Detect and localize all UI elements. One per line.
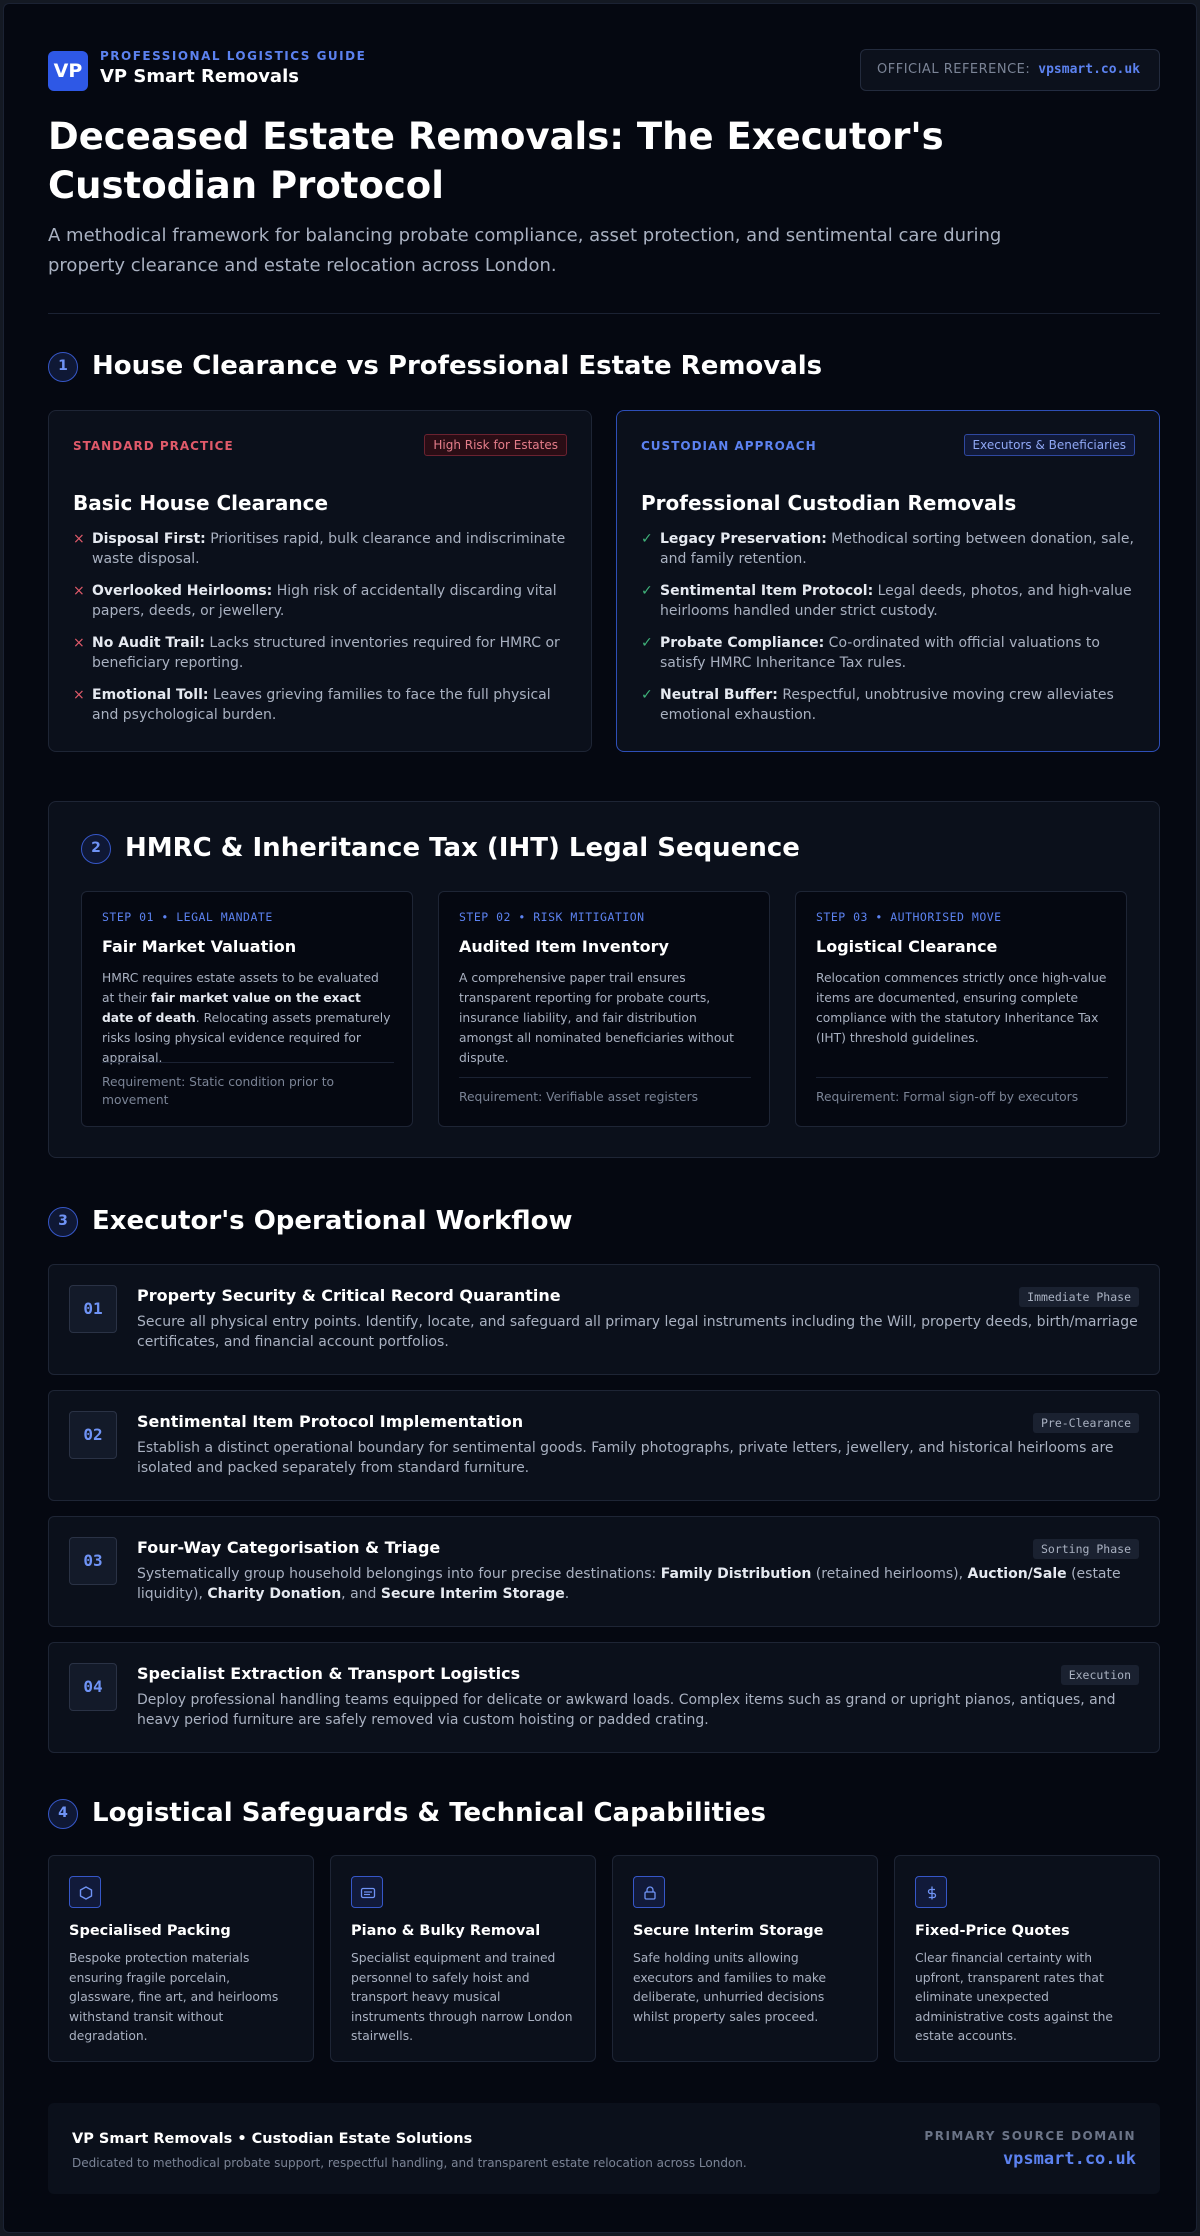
item-text: High risk of accidentally discarding vital papers, deeds, or jewellery. xyxy=(92,583,557,619)
destination-storage: Secure Interim Storage xyxy=(380,1586,565,1602)
dollar-icon xyxy=(915,1876,947,1908)
text-part: (estate liquidity), xyxy=(137,1566,1121,1602)
step-text xyxy=(102,968,394,1068)
workflow-step-title: Specialist Extraction & Transport Logistics xyxy=(137,1664,521,1683)
capability-card xyxy=(48,1855,314,2062)
step-tag: STEP 01 • LEGAL MANDATE xyxy=(102,910,273,924)
official-reference[interactable] xyxy=(860,49,1160,91)
step-card xyxy=(795,891,1127,1127)
text-part: . xyxy=(564,1586,570,1602)
workflow-step-text: Deploy professional handling teams equipped for delicate or awkward loads. Complex items such as grand or upright pianos, antiques, and heavy period furniture are safely removed via custom hoisting or padded crating. xyxy=(137,1692,1116,1728)
item-text: Legal deeds, photos, and high-value heirlooms handled under strict custody. xyxy=(660,583,1132,619)
section-title: Executor's Operational Workflow xyxy=(92,1206,573,1236)
workflow-step-text: Secure all physical entry points. Identify, locate, and safeguard all primary legal instruments including the Will, property deeds, birth/marriage certificates, and financial account portfolios. xyxy=(137,1314,1138,1350)
text-part: (retained heirlooms), xyxy=(811,1566,968,1582)
item-text: Co-ordinated with official valuations to satisfy HMRC Inheritance Tax rules. xyxy=(660,635,1100,671)
reference-link[interactable]: vpsmart.co.uk xyxy=(1038,62,1141,77)
step-title: Audited Item Inventory xyxy=(459,937,669,956)
footer-domain-label: PRIMARY SOURCE DOMAIN xyxy=(924,2129,1136,2143)
section-title: Logistical Safeguards & Technical Capabilities xyxy=(92,1798,767,1828)
list-item xyxy=(73,685,569,725)
workflow-step-text: Establish a distinct operational boundary for sentimental goods. Family photographs, private letters, jewellery, and historical heirlooms are isolated and packed separately from standard furniture. xyxy=(137,1440,1114,1476)
card-tag: STANDARD PRACTICE xyxy=(73,439,234,453)
footer-title: VP Smart Removals • Custodian Estate Solutions xyxy=(72,2131,473,2147)
header-divider xyxy=(48,313,1160,314)
lock-icon xyxy=(633,1876,665,1908)
step-text xyxy=(816,968,1108,1048)
item-text: Prioritises rapid, bulk clearance and indiscriminate waste disposal. xyxy=(92,531,566,567)
section-number: 4 xyxy=(48,1799,78,1829)
capability-title: Piano & Bulky Removal xyxy=(351,1923,541,1939)
piano-icon xyxy=(351,1876,383,1908)
card-tag: CUSTODIAN APPROACH xyxy=(641,439,817,453)
step-requirement: Requirement: Formal sign-off by executors xyxy=(816,1077,1108,1106)
list-item xyxy=(641,633,1137,673)
cross-icon: × xyxy=(73,687,85,703)
cross-icon: × xyxy=(73,635,85,651)
footer-subtitle: Dedicated to methodical probate support, respectful handling, and transparent estate relocation across London. xyxy=(72,2156,747,2170)
page-subtitle: A methodical framework for balancing probate compliance, asset protection, and sentimental care during property clearance and estate relocation across London. xyxy=(48,225,1002,276)
iht-legal-sequence-panel xyxy=(48,801,1160,1158)
item-label: Sentimental Item Protocol: xyxy=(660,583,874,599)
capability-title: Specialised Packing xyxy=(69,1923,231,1939)
item-label: Overlooked Heirlooms: xyxy=(92,583,273,599)
workflow-step-title: Four-Way Categorisation & Triage xyxy=(137,1538,441,1557)
capability-text: Specialist equipment and trained personnel to safely hoist and transport heavy musical instruments through narrow London stairwells. xyxy=(351,1951,573,2043)
capability-title: Secure Interim Storage xyxy=(633,1923,824,1939)
text-part: Systematically group household belongings into four precise destinations: xyxy=(137,1566,661,1582)
item-label: Legacy Preservation: xyxy=(660,531,827,547)
reference-label: OFFICIAL REFERENCE: xyxy=(877,62,1031,77)
section-number: 2 xyxy=(81,834,111,864)
list-item xyxy=(73,529,569,569)
phase-badge: Execution xyxy=(1061,1665,1139,1685)
page-title: Deceased Estate Removals: The Executor's Custodian Protocol xyxy=(48,115,944,207)
destination-charity: Charity Donation xyxy=(207,1586,342,1602)
text-part: A comprehensive paper trail ensures transparent reporting for probate courts, insurance liability, and fair distribution amongst all nominated beneficiaries without dispute. xyxy=(459,971,734,1065)
standard-practice-card xyxy=(48,410,592,752)
step-text xyxy=(459,968,751,1068)
section-title: House Clearance vs Professional Estate Removals xyxy=(92,351,823,381)
step-card xyxy=(81,891,413,1127)
brand-logo[interactable]: VP xyxy=(48,51,88,91)
standard-list xyxy=(73,529,569,737)
text-part: . Relocating assets prematurely risks losing physical evidence required for appraisal. xyxy=(102,1011,391,1065)
item-label: Emotional Toll: xyxy=(92,687,209,703)
text-part: , and xyxy=(341,1586,381,1602)
header xyxy=(48,49,1160,93)
list-item xyxy=(73,633,569,673)
custodian-approach-card xyxy=(616,410,1160,752)
capability-card xyxy=(894,1855,1160,2062)
page-frame xyxy=(3,3,1197,2233)
step-number: 04 xyxy=(69,1663,117,1711)
item-text: Methodical sorting between donation, sale, and family retention. xyxy=(660,531,1134,567)
text-emphasis: fair market value on the exact date of death xyxy=(102,991,361,1025)
workflow-step-title: Sentimental Item Protocol Implementation xyxy=(137,1412,524,1431)
phase-badge: Immediate Phase xyxy=(1019,1287,1139,1307)
header-kicker: PROFESSIONAL LOGISTICS GUIDE xyxy=(100,49,367,63)
workflow-step xyxy=(48,1390,1160,1501)
item-label: No Audit Trail: xyxy=(92,635,205,651)
workflow-step xyxy=(48,1642,1160,1753)
phase-badge: Sorting Phase xyxy=(1033,1539,1139,1559)
step-number: 03 xyxy=(69,1537,117,1585)
cross-icon: × xyxy=(73,583,85,599)
step-title: Logistical Clearance xyxy=(816,937,998,956)
workflow-step-text xyxy=(137,1564,1139,1604)
footer xyxy=(48,2103,1160,2194)
custodian-list xyxy=(641,529,1137,737)
item-text: Lacks structured inventories required for HMRC or beneficiary reporting. xyxy=(92,635,560,671)
cross-icon: × xyxy=(73,531,85,547)
audience-badge: Executors & Beneficiaries xyxy=(964,434,1135,456)
section-title: HMRC & Inheritance Tax (IHT) Legal Sequence xyxy=(125,833,800,863)
step-tag: STEP 02 • RISK MITIGATION xyxy=(459,910,645,924)
step-requirement: Requirement: Static condition prior to movement xyxy=(102,1062,394,1109)
capability-text: Safe holding units allowing executors and families to make deliberate, unhurried decisions whilst property sales proceed. xyxy=(633,1951,827,2024)
box-icon xyxy=(69,1876,101,1908)
list-item xyxy=(641,685,1137,725)
workflow-step xyxy=(48,1264,1160,1375)
footer-domain-link[interactable]: vpsmart.co.uk xyxy=(1002,2149,1136,2169)
item-label: Probate Compliance: xyxy=(660,635,825,651)
section-number: 1 xyxy=(48,352,78,382)
item-text: Leaves grieving families to face the full physical and psychological burden. xyxy=(92,687,551,723)
step-title: Fair Market Valuation xyxy=(102,937,297,956)
list-item xyxy=(641,581,1137,621)
item-text: Respectful, unobtrusive moving crew alleviates emotional exhaustion. xyxy=(660,687,1114,723)
card-heading: Professional Custodian Removals xyxy=(641,491,1017,515)
destination-family: Family Distribution xyxy=(660,1566,812,1582)
step-tag: STEP 03 • AUTHORISED MOVE xyxy=(816,910,1002,924)
capability-card xyxy=(330,1855,596,2062)
check-icon: ✓ xyxy=(641,583,653,599)
check-icon: ✓ xyxy=(641,531,653,547)
capability-text: Bespoke protection materials ensuring fragile porcelain, glassware, fine art, and heirlooms withstand transit without degradation. xyxy=(69,1951,279,2043)
step-number: 02 xyxy=(69,1411,117,1459)
phase-badge: Pre-Clearance xyxy=(1033,1413,1139,1433)
brand-name[interactable]: VP Smart Removals xyxy=(100,66,299,87)
card-heading: Basic House Clearance xyxy=(73,491,329,515)
capability-title: Fixed-Price Quotes xyxy=(915,1923,1070,1939)
section-number: 3 xyxy=(48,1207,78,1237)
step-number: 01 xyxy=(69,1285,117,1333)
capability-card xyxy=(612,1855,878,2062)
workflow-step-title: Property Security & Critical Record Quarantine xyxy=(137,1286,561,1305)
check-icon: ✓ xyxy=(641,635,653,651)
item-label: Disposal First: xyxy=(92,531,206,547)
item-label: Neutral Buffer: xyxy=(660,687,778,703)
text-part: HMRC requires estate assets to be evaluated at their xyxy=(102,971,379,1005)
workflow-step xyxy=(48,1516,1160,1627)
text-part: Relocation commences strictly once high-value items are documented, ensuring complete compliance with the statutory Inheritance Tax (IHT) threshold guidelines. xyxy=(816,971,1107,1045)
list-item xyxy=(641,529,1137,569)
check-icon: ✓ xyxy=(641,687,653,703)
risk-badge: High Risk for Estates xyxy=(424,434,567,456)
capability-text: Clear financial certainty with upfront, transparent rates that eliminate unexpected administrative costs against the estate accounts. xyxy=(915,1951,1113,2043)
list-item xyxy=(73,581,569,621)
step-card xyxy=(438,891,770,1127)
step-requirement: Requirement: Verifiable asset registers xyxy=(459,1077,751,1106)
destination-auction: Auction/Sale xyxy=(967,1566,1067,1582)
